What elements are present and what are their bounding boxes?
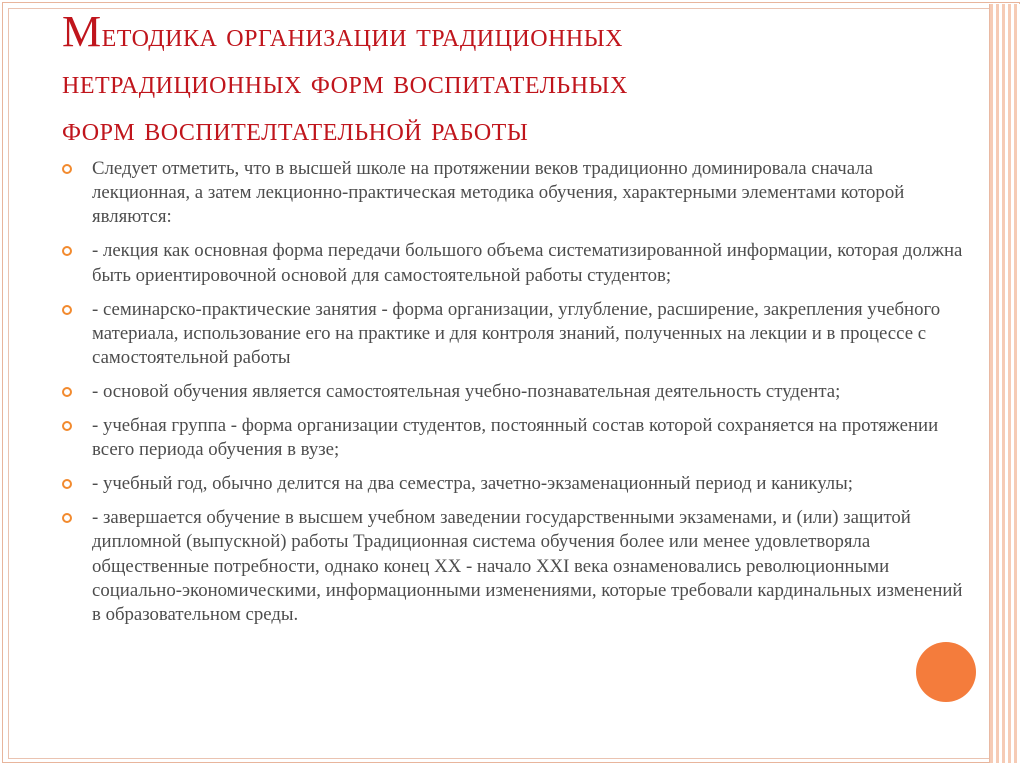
list-item	[62, 414, 972, 462]
bullet-list	[62, 157, 972, 637]
bullet-ring-icon	[62, 479, 72, 489]
title-line-3: форм воспителтательной работы	[62, 111, 529, 148]
list-item	[62, 239, 972, 287]
bullet-ring-icon	[62, 513, 72, 523]
list-item	[62, 298, 972, 371]
list-item-text: - основой обучения является самостоятельная учебно-познавательная деятельность студента;	[92, 381, 841, 403]
bullet-ring-icon	[62, 387, 72, 397]
bullet-ring-icon	[62, 305, 72, 315]
list-item	[62, 157, 972, 230]
bullet-ring-icon	[62, 246, 72, 256]
title-line-1	[62, 8, 942, 59]
list-item-text: - завершается обучение в высшем учебном заведении государственными экзаменами, и (или) защитой дипломной (выпускной) работы Традиционная система обучения более или менее удовлетворяла общественные потребности, однако конец XX - начало XXI века ознаменовались революционными социально-экономическими, информационными изменениями, которые требовали кардинальных изменений в образовательном среды.	[92, 507, 963, 626]
title-line-2: нетрадиционных форм воспитательных	[62, 64, 628, 101]
bullet-ring-icon	[62, 164, 72, 174]
list-item-text: Следует отметить, что в высшей школе на протяжении веков традиционно доминировала сначала лекционная, а затем лекционно-практическая методика обучения, характерными элементами которой являются:	[92, 158, 905, 228]
slide-title	[62, 8, 942, 153]
list-item-text: - учебная группа - форма организации студентов, постоянный состав которой сохраняется на протяжении всего периода обучения в вузе;	[92, 415, 939, 461]
decorative-circle	[916, 642, 976, 702]
bullet-ring-icon	[62, 421, 72, 431]
list-item-text: - учебный год, обычно делится на два семестра, зачетно-экзаменационный период и каникулы;	[92, 473, 853, 495]
title-line-1-text: етодика организации традиционных	[101, 17, 623, 54]
list-item	[62, 472, 972, 496]
list-item	[62, 506, 972, 627]
list-item-text: - семинарско-практические занятия - форма организации, углубление, расширение, закрепления учебного материала, использование его на практике и для контроля знаний, полученных на лекции и в процессе с самостоятельной работы	[92, 298, 941, 369]
list-item-text: - лекция как основная форма передачи большого объема систематизированной информации, которая должна быть ориентировочной основой для самостоятельной работы студентов;	[92, 240, 963, 286]
list-item	[62, 380, 972, 404]
decorative-stripes	[990, 4, 1020, 763]
title-initial-capital: М	[62, 7, 102, 56]
